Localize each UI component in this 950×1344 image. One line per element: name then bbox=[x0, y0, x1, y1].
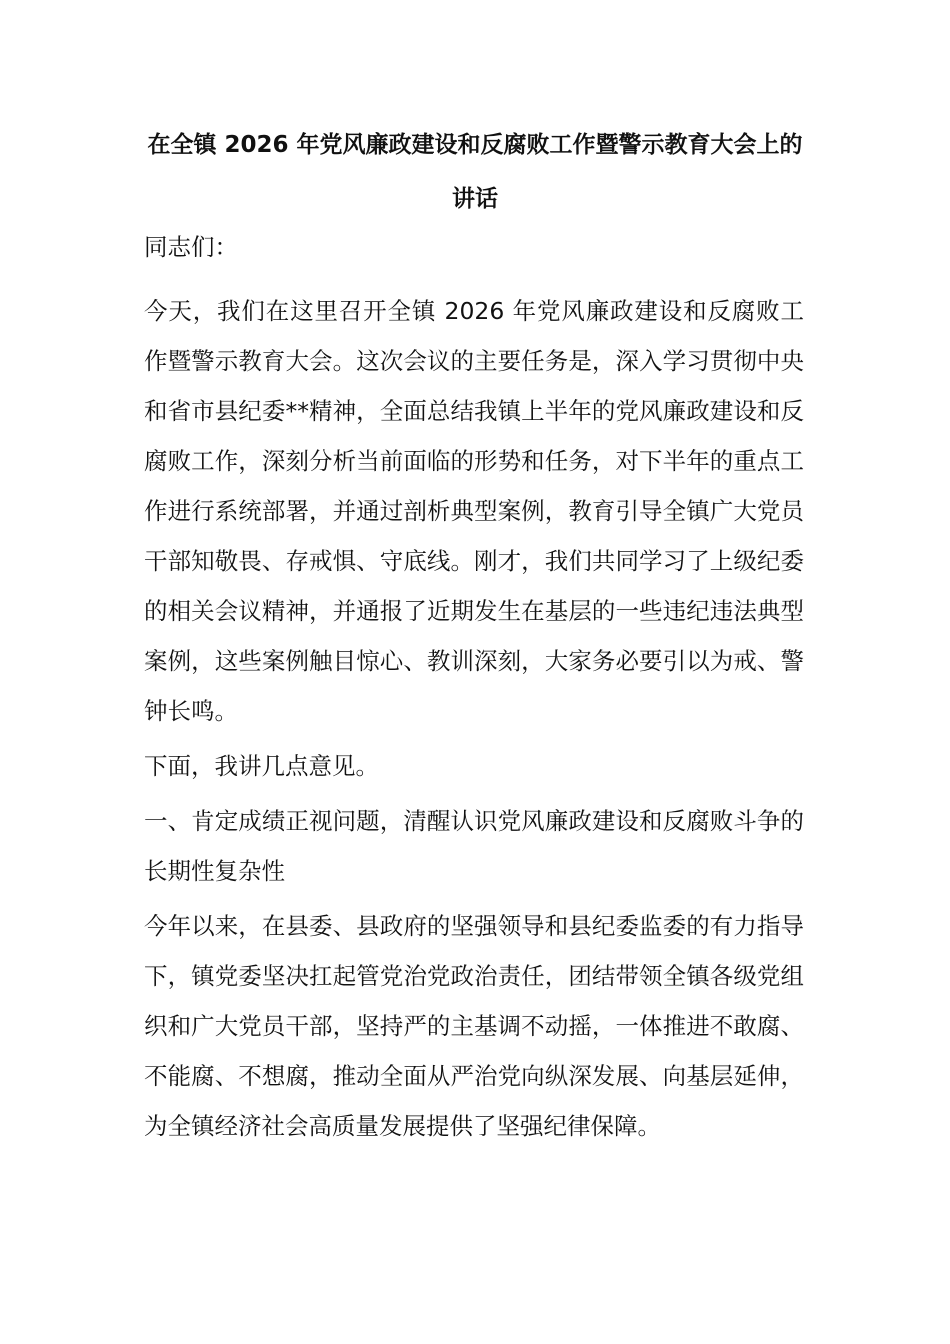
opening-paragraph: 今天，我们在这里召开全镇 2026 年党风廉政建设和反腐败工作暨警示教育大会。这次会议的主要任务是，深入学习贯彻中央和省市县纪委**精神，全面总结我镇上半年的党风廉政建设和反腐败工作，深刻分析当前面临的形势和任务，对下半年的重点工作进行系统部署，并通过剖析典型案例，教育引导全镇广大党员干部知敬畏、存戒惧、守底线。刚才，我们共同学习了上级纪委的相关会议精神，并通报了近期发生在基层的一些违纪违法典型案例，这些案例触目惊心、教训深刻，大家务必要引以为戒、警钟长鸣。 bbox=[144, 297, 804, 725]
document-body bbox=[144, 222, 804, 1156]
section-1-paragraph: 今年以来，在县委、县政府的坚强领导和县纪委监委的有力指导下，镇党委坚决扛起管党治党政治责任，团结带领全镇各级党组织和广大党员干部，坚持严的主基调不动摇，一体推进不敢腐、不能腐、不想腐，推动全面从严治党向纵深发展、向基层延伸，为全镇经济社会高质量发展提供了坚强纪律保障。 bbox=[144, 912, 804, 1140]
document-title: 在全镇 2026 年党风廉政建设和反腐败工作暨警示教育大会上的讲话 bbox=[147, 132, 803, 212]
transition-paragraph: 下面，我讲几点意见。 bbox=[144, 752, 379, 780]
greeting: 同志们： bbox=[144, 233, 238, 261]
section-heading-1: 一、肯定成绩正视问题，清醒认识党风廉政建设和反腐败斗争的长期性复杂性 bbox=[144, 807, 804, 885]
